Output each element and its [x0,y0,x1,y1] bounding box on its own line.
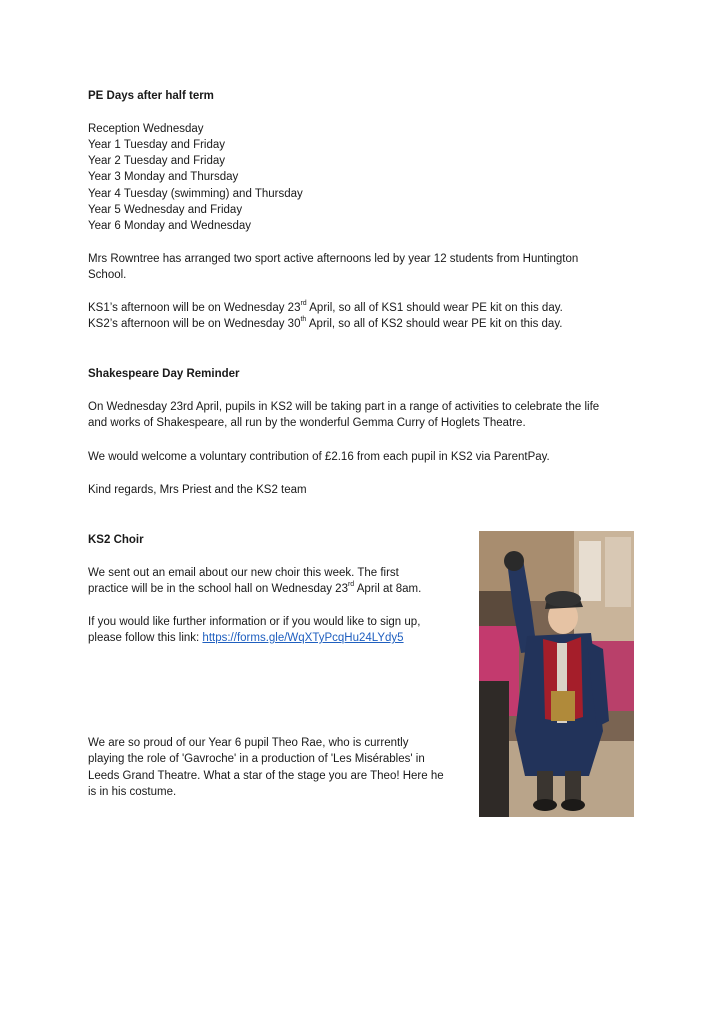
shakespeare-heading: Shakespeare Day Reminder [88,368,240,380]
theo-line-1: We are so proud of our Year 6 pupil Theo Rae, who is currently [88,737,409,749]
choir-line-2 [88,581,421,597]
pe-day-year2: Year 2 Tuesday and Friday [88,155,226,167]
ks1-sup: rd [300,300,307,308]
rowntree-line-2: School. [88,269,127,281]
rowntree-line-1: Mrs Rowntree has arranged two sport active afternoons led by year 12 students from Huntington [88,253,579,265]
choir-line-3: If you would like further information or if you would like to sign up, [88,616,421,628]
pe-day-year4: Year 4 Tuesday (swimming) and Thursday [88,188,303,200]
ks1-text: KS1’s afternoon will be on Wednesday 23 [88,302,301,314]
pe-day-year3: Year 3 Monday and Thursday [88,171,239,183]
ks2-afternoon [88,316,562,332]
choir-link-prefix: please follow this link: [88,632,203,644]
theo-line-4: is in his costume. [88,786,177,798]
choir-line-4 [88,630,404,646]
ks1-afternoon [88,300,563,316]
pe-heading: PE Days after half term [88,90,214,102]
choir-line-2-end: April at 8am. [354,583,422,595]
shakespeare-line-2: and works of Shakespeare, all run by the wonderful Gemma Curry of Hoglets Theatre. [88,417,526,429]
ks2-text-end: April, so all of KS2 should wear PE kit on this day. [306,318,563,330]
shakespeare-line-1: On Wednesday 23rd April, pupils in KS2 will be taking part in a range of activities to celebrate the life [88,401,600,413]
pe-day-year5: Year 5 Wednesday and Friday [88,204,243,216]
pe-day-year6: Year 6 Monday and Wednesday [88,220,252,232]
choir-line-2-text: practice will be in the school hall on Wednesday 23 [88,583,348,595]
choir-heading: KS2 Choir [88,534,144,546]
theo-line-2: playing the role of 'Gavroche' in a production of 'Les Misérables' in [88,753,425,765]
choir-signup-link[interactable]: https://forms.gle/WqXTyPcqHu24LYdy5 [202,632,404,644]
choir-line-2-sup: rd [347,581,355,589]
ks2-text: KS2’s afternoon will be on Wednesday 30 [88,318,301,330]
regards-text: Kind regards, Mrs Priest and the KS2 team [88,484,307,496]
theo-costume-photo [479,531,634,817]
ks2-sup: th [300,316,307,324]
choir-line-1: We sent out an email about our new choir this week. The first [88,567,399,579]
pe-day-year1: Year 1 Tuesday and Friday [88,139,226,151]
theo-line-3: Leeds Grand Theatre. What a star of the stage you are Theo! Here he [88,770,444,782]
pe-day-reception: Reception Wednesday [88,123,204,135]
ks1-text-end: April, so all of KS1 should wear PE kit on this day. [306,302,563,314]
contribution-text: We would welcome a voluntary contribution of £2.16 from each pupil in KS2 via ParentPay. [88,451,550,463]
